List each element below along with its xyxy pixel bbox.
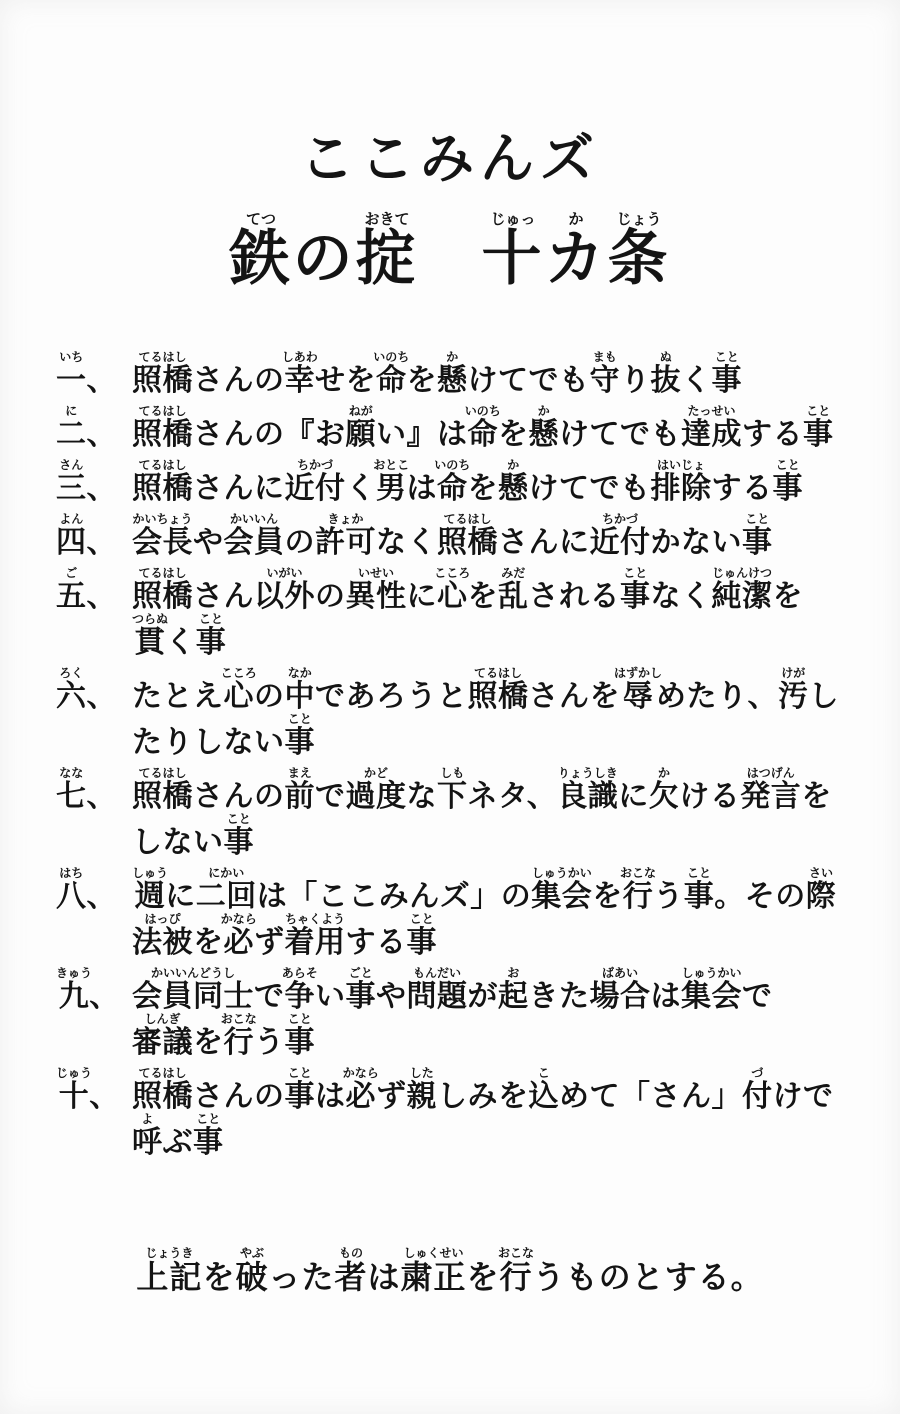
rule-item-5 — [56, 566, 854, 666]
page-title-club-name: ここみんズ — [300, 127, 600, 190]
rule-item-6 — [56, 666, 854, 766]
rule-text: 照橋てるはしさんの『お願ねがい』は命いのちを懸かけてでも達成たっせいする事こと — [132, 404, 834, 452]
rule-text: 照橋てるはしさんの幸しあわせを命いのちを懸かけてでも守まもり抜ぬく事こと — [132, 350, 742, 398]
rule-number: 六ろく、 — [56, 666, 117, 714]
rule-text: 照橋てるはしさんの事ことは必かならず親したしみを込こめて「さん」付づけで 呼よぶ事こと — [132, 1066, 834, 1160]
rule-text: たとえ心こころの中なかであろうと照橋てるはしさんを辱はずかしめたり、汚けがし たりしない事こと — [132, 666, 839, 760]
rule-item-8 — [56, 866, 854, 966]
rule-item-1 — [56, 350, 854, 404]
page-title-iron-rules: 鉄てつの掟おきて 十じゅっカか条じょう — [229, 210, 671, 294]
rule-text: 週しゅうに二回にかいは「ここみんズ」の集会しゅうかいを行おこなう事こと。その際さい 法被はっぴを必かならず着用ちゃくようする事こと — [132, 866, 837, 960]
rule-text: 照橋てるはしさんに近付ちかづく男おとこは命いのちを懸かけてでも排除はいじょする事こと — [132, 458, 803, 506]
rule-item-10 — [56, 1066, 854, 1166]
rules-list — [56, 350, 854, 1166]
rule-text: 照橋てるはしさん以外いがいの異性いせいに心こころを乱みだされる事ことなく純潔じゅんけつを 貫つらぬく事こと — [132, 566, 803, 660]
rule-number: 二に、 — [56, 404, 117, 452]
rule-text: 会長かいちょうや会員かいいんの許可きょかなく照橋てるはしさんに近付ちかづかない事こと — [132, 512, 773, 560]
rule-number: 一いち、 — [56, 350, 117, 398]
rule-number: 七なな、 — [56, 766, 117, 814]
rule-item-7 — [56, 766, 854, 866]
rule-number: 八はち、 — [56, 866, 117, 914]
rule-item-3 — [56, 458, 854, 512]
rule-number: 三さん、 — [56, 458, 117, 506]
rule-text: 会員同士かいいんどうしで争あらそい事ごとや問題もんだいが起おきた場合ばあいは集会しゅうかいで 審議しんぎを行おこなう事こと — [132, 966, 773, 1060]
rule-number: 四よん、 — [56, 512, 117, 560]
rule-text: 照橋てるはしさんの前まえで過度かどな下しもネタ、良識りょうしきに欠かける発言はつげんを しない事こと — [132, 766, 832, 860]
footer-warning: 上記じょうきを破やぶった者ものは粛正しゅくせいを行おこなうものとする。 — [136, 1246, 764, 1296]
rule-number: 十じゅう、 — [56, 1066, 120, 1114]
rule-item-9 — [56, 966, 854, 1066]
rule-number: 九きゅう、 — [56, 966, 120, 1014]
rule-item-4 — [56, 512, 854, 566]
rule-number: 五ご、 — [56, 566, 117, 614]
rule-item-2 — [56, 404, 854, 458]
